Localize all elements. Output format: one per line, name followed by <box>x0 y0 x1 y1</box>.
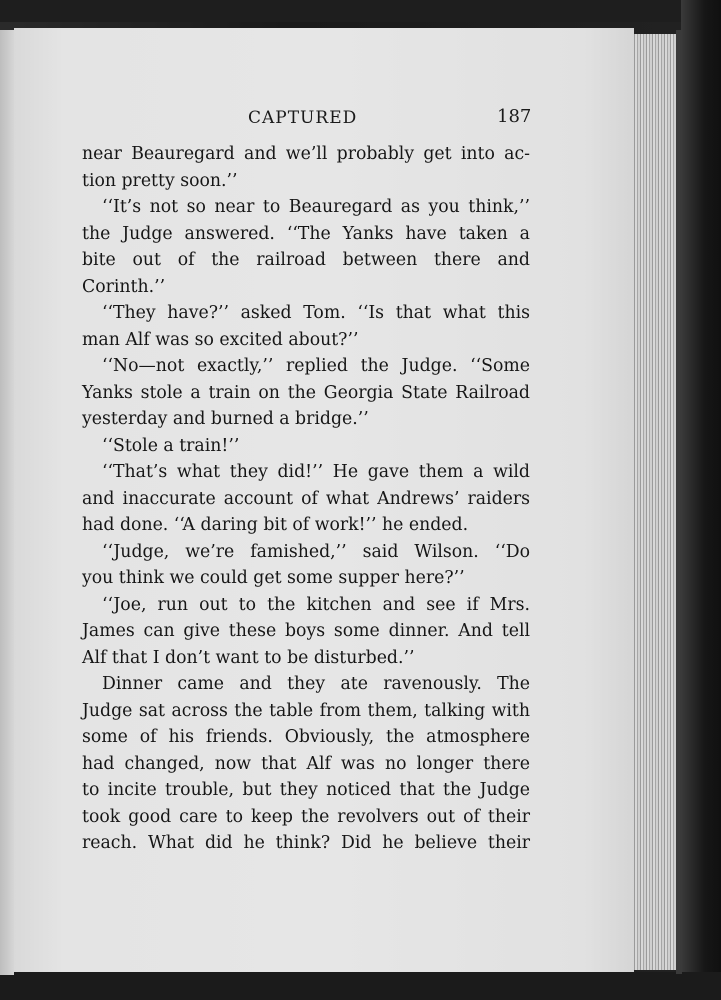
text-line: tion pretty soon.’’ <box>82 170 238 191</box>
text-line: Yanks stole a train on the Georgia State Railroad <box>82 382 530 403</box>
running-head: CAPTURED <box>248 108 358 128</box>
text-line: man Alf was so excited about?’’ <box>82 329 359 350</box>
text-line: ‘‘Joe, run out to the kitchen and see if Mrs. <box>102 594 530 615</box>
text-line: James can give these boys some dinner. And tell <box>82 621 530 641</box>
text-line: Judge sat across the table from them, talking with <box>82 700 530 721</box>
text-line: you think we could get some supper here?’’ <box>82 568 465 588</box>
text-line: ‘‘They have?’’ asked Tom. ‘‘Is that what this <box>102 303 530 323</box>
text-line: took good care to keep the revolvers out of their <box>82 806 530 827</box>
cover-right-edge <box>681 0 721 1000</box>
text-line: yesterday and burned a bridge.’’ <box>82 409 369 429</box>
text-line: some of his friends. Obviously, the atmosphere <box>82 727 530 747</box>
page-stack-shadow <box>676 30 682 974</box>
text-line: Alf that I don’t want to be disturbed.’’ <box>82 647 415 668</box>
text-line: to incite trouble, but they noticed that the Judge <box>82 780 530 800</box>
cover-bottom-edge <box>0 972 721 1000</box>
facing-page-edge <box>0 30 14 975</box>
text-line: Corinth.’’ <box>82 276 166 297</box>
text-line: ‘‘Stole a train!’’ <box>102 435 240 456</box>
text-line: and inaccurate account of what Andrews’ raiders <box>82 488 530 509</box>
text-line: the Judge answered. ‘‘The Yanks have taken a <box>82 223 530 244</box>
text-line: ‘‘That’s what they did!’’ He gave them a wild <box>102 462 530 482</box>
text-line: near Beauregard and we’ll probably get into ac- <box>82 144 530 164</box>
text-line: ‘‘Judge, we’re famished,’’ said Wilson. ‘‘Do <box>102 541 530 562</box>
text-line: Dinner came and they ate ravenously. The <box>102 674 530 694</box>
cover-top-edge <box>0 0 721 22</box>
text-line: ‘‘No—not exactly,’’ replied the Judge. ‘‘Some <box>102 356 530 376</box>
body-text <box>82 141 530 857</box>
text-line: bite out of the railroad between there and <box>82 250 530 270</box>
text-line: ‘‘It’s not so near to Beauregard as you think,’’ <box>102 197 530 217</box>
page-number: 187 <box>497 106 532 127</box>
text-line: reach. What did he think? Did he believe their <box>82 833 530 853</box>
text-line: had done. ‘‘A daring bit of work!’’ he ended. <box>82 515 469 535</box>
text-line: had changed, now that Alf was no longer there <box>82 753 530 774</box>
page-stack-edges <box>632 34 678 970</box>
